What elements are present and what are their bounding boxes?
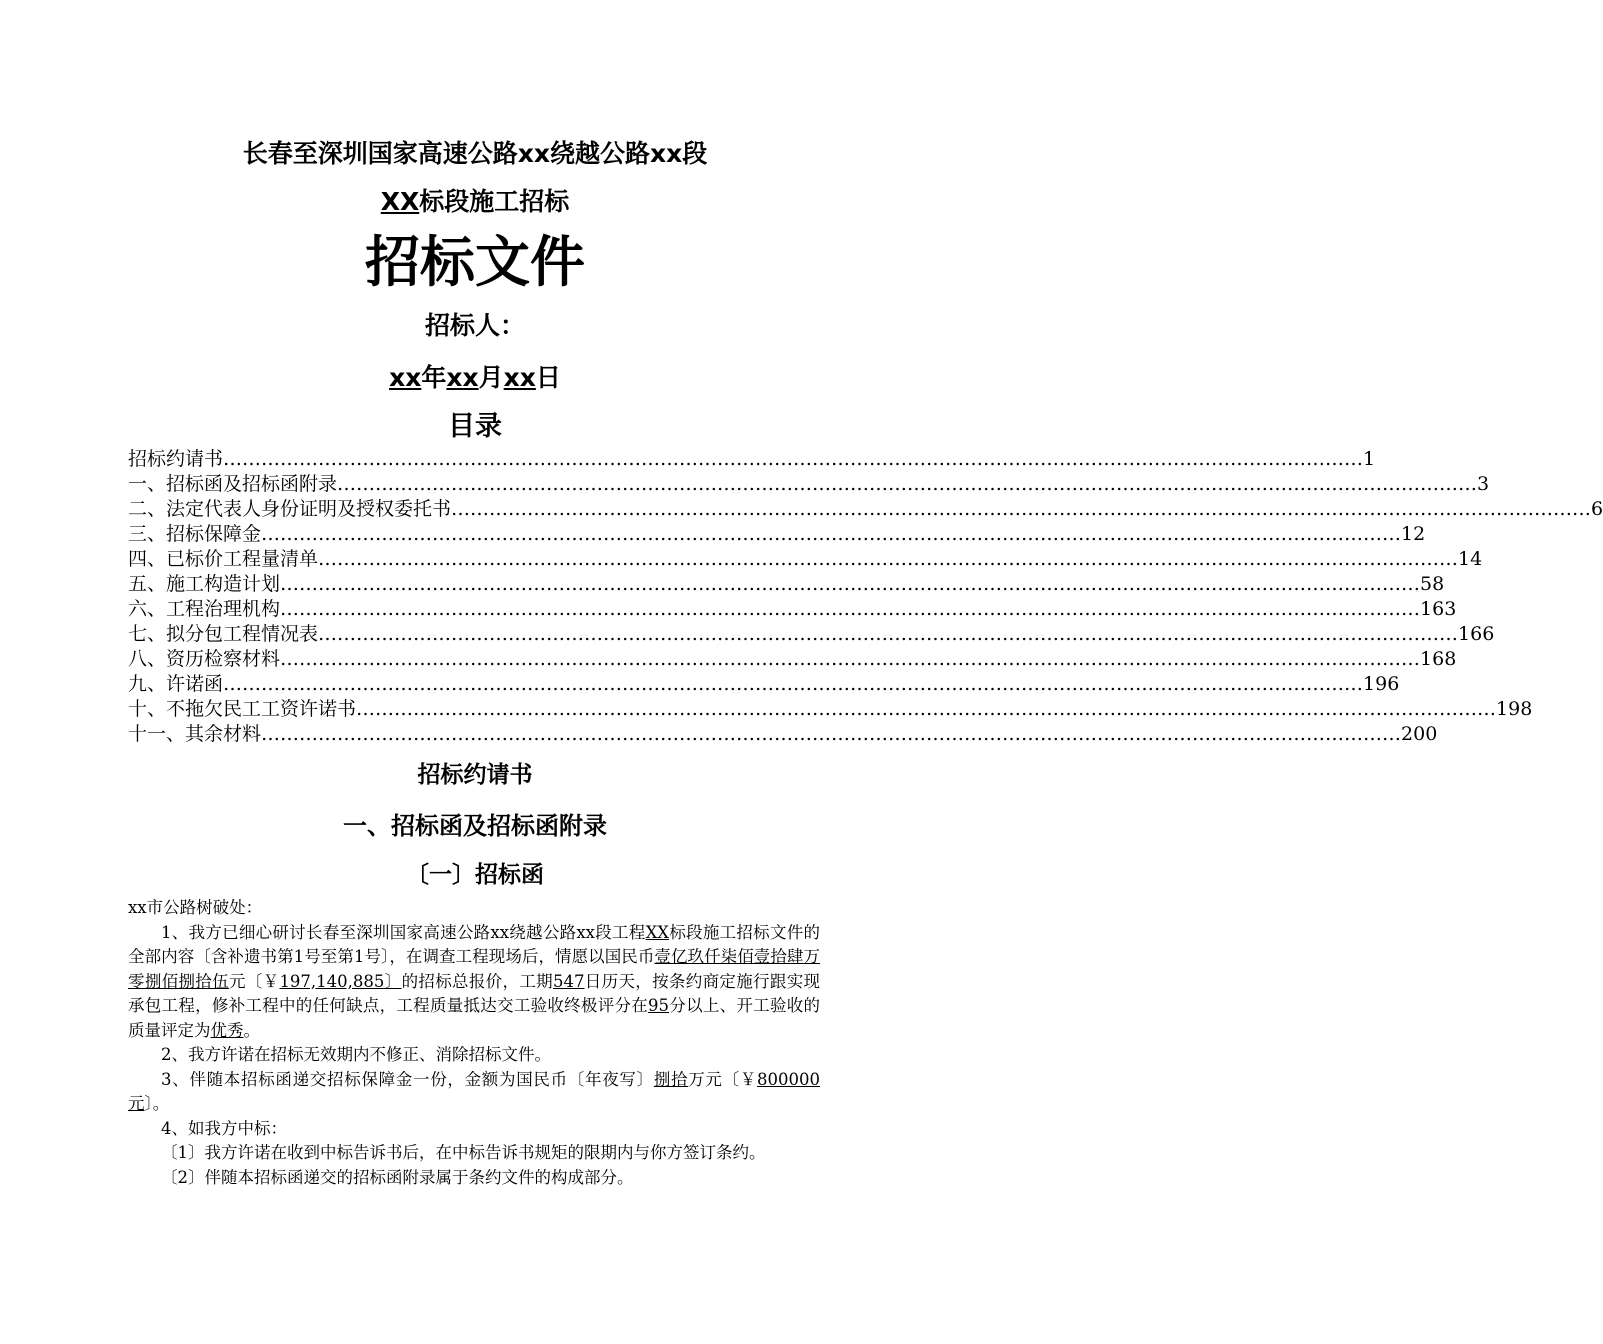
toc-entry[interactable] — [128, 497, 1603, 522]
toc-leader: ……………………………………………………………………………………………………………………………………………………………… — [337, 473, 1478, 495]
table-of-contents — [128, 447, 1603, 747]
toc-entry-page: 58 — [1420, 573, 1445, 595]
text-run: 万元〔￥ — [688, 1069, 758, 1089]
filled-value: 800000元 — [128, 1069, 821, 1113]
toc-entry[interactable] — [128, 597, 1457, 622]
toc-entry-page: 198 — [1496, 698, 1533, 720]
toc-entry[interactable] — [128, 447, 1376, 472]
toc-entry-label: 五、施工构造计划 — [128, 573, 281, 595]
tender-letter-section-heading: 一、招标函及招标函附录 — [343, 812, 607, 840]
toc-entry-label: 十一、其余材料 — [128, 723, 262, 745]
letter-paragraph-6: 〔2〕伴随本招标函递交的招标函附录属于条约文件的构成部分。 — [161, 1167, 634, 1187]
toc-entry-page: 168 — [1420, 648, 1457, 670]
text-run: 日历天，按条约商定施行跟实现承包工程，修补工程中的任何缺点，工程质量抵达交工验收终极评分在 — [128, 971, 821, 1015]
tender-letter-heading: 〔一〕招标函 — [406, 862, 544, 888]
tender-letter-body — [128, 896, 820, 1190]
letter-paragraph-1 — [128, 921, 820, 1044]
toc-leader: ……………………………………………………………………………………………………………………………………………………………… — [280, 648, 1421, 670]
text-run: 〕。 — [144, 1094, 170, 1113]
filled-value: 547 — [552, 971, 585, 991]
toc-entry-page: 196 — [1363, 673, 1400, 695]
filled-value: 捌拾 — [653, 1069, 689, 1089]
toc-leader: ……………………………………………………………………………………………………………………………………………………………… — [223, 448, 1364, 470]
date-month: xx — [446, 363, 479, 392]
toc-entry[interactable] — [128, 622, 1495, 647]
toc-leader: ……………………………………………………………………………………………………………………………………………………………… — [261, 523, 1402, 545]
letter-addressee: xx市公路树破处： — [128, 898, 263, 917]
section-number: XX — [380, 187, 420, 216]
toc-entry-label: 一、招标函及招标函附录 — [128, 473, 338, 495]
filled-value: 197,140,885〕 — [279, 971, 402, 991]
letter-paragraph-2: 2、我方许诺在招标无效期内不修正、消除招标文件。 — [161, 1045, 551, 1064]
toc-entry[interactable] — [128, 472, 1490, 497]
section-title — [0, 182, 950, 218]
document-date — [0, 358, 950, 394]
toc-entry-page: 1 — [1363, 448, 1376, 470]
toc-leader: ……………………………………………………………………………………………………………………………………………………………… — [318, 623, 1459, 645]
toc-entry-label: 九、许诺函 — [128, 673, 224, 695]
text-run: 的招标总报价，工期 — [401, 971, 553, 991]
toc-entry[interactable] — [128, 722, 1438, 747]
toc-entry[interactable] — [128, 672, 1400, 697]
toc-entry-page: 200 — [1401, 723, 1438, 745]
date-day-suffix: 日 — [535, 363, 561, 392]
toc-entry[interactable] — [128, 647, 1457, 672]
filled-value: XX — [645, 922, 670, 942]
toc-entry-page: 3 — [1477, 473, 1490, 495]
toc-entry-page: 166 — [1458, 623, 1495, 645]
toc-leader: ……………………………………………………………………………………………………………………………………………………………… — [280, 573, 1421, 595]
document-title: 招标文件 — [364, 230, 585, 294]
filled-value: 95 — [648, 996, 670, 1015]
text-run: 。 — [243, 1020, 260, 1040]
date-day: xx — [503, 363, 536, 392]
text-run: 分以上、开工验收的质量评定为 — [128, 996, 821, 1040]
toc-entry-label: 招标约请书 — [128, 448, 224, 470]
toc-entry-label: 十、不拖欠民工工资许诺书 — [128, 698, 357, 720]
toc-entry-label: 二、法定代表人身份证明及授权委托书 — [128, 498, 452, 520]
toc-leader: ……………………………………………………………………………………………………………………………………………………………… — [261, 723, 1402, 745]
project-title: 长春至深圳国家高速公路xx绕越公路xx段 — [242, 139, 708, 168]
invitation-heading: 招标约请书 — [417, 762, 533, 788]
toc-leader: ……………………………………………………………………………………………………………………………………………………………… — [451, 498, 1592, 520]
toc-entry[interactable] — [128, 522, 1426, 547]
toc-entry-label: 六、工程治理机构 — [128, 598, 281, 620]
letter-paragraph-4: 4、如我方中标： — [161, 1118, 287, 1138]
filled-value: 优秀 — [210, 1020, 244, 1040]
date-year: xx — [389, 363, 422, 392]
tenderer-label: 招标人： — [424, 311, 525, 340]
text-run: 3、伴随本招标函递交招标保障金一份，金额为国民币〔年夜写〕 — [161, 1069, 654, 1089]
toc-entry[interactable] — [128, 547, 1483, 572]
filled-value: 壹亿玖仟柒佰壹拾肆万零捌佰捌拾伍 — [128, 947, 820, 991]
toc-title: 目录 — [448, 411, 502, 442]
toc-leader: ……………………………………………………………………………………………………………………………………………………………… — [223, 673, 1364, 695]
toc-entry[interactable] — [128, 697, 1533, 722]
letter-paragraph-3 — [128, 1068, 820, 1117]
toc-entry-label: 四、已标价工程量清单 — [128, 548, 319, 570]
text-run: 标段施工招标文件的全部内容〔含补遗书第1号至第1号〕，在调查工程现场后，情愿以国民币 — [128, 922, 820, 966]
toc-entry-page: 12 — [1401, 523, 1426, 545]
section-title-text: 标段施工招标 — [419, 187, 570, 216]
toc-leader: ……………………………………………………………………………………………………………………………………………………………… — [280, 598, 1421, 620]
toc-leader: ……………………………………………………………………………………………………………………………………………………………… — [318, 548, 1459, 570]
toc-entry[interactable] — [128, 572, 1445, 597]
toc-entry-page: 163 — [1420, 598, 1457, 620]
toc-entry-label: 七、拟分包工程情况表 — [128, 623, 319, 645]
date-year-suffix: 年 — [421, 363, 447, 392]
toc-entry-label: 八、资历检察材料 — [128, 648, 281, 670]
date-month-suffix: 月 — [478, 363, 504, 392]
text-run: 元〔￥ — [228, 971, 280, 991]
toc-entry-label: 三、招标保障金 — [128, 523, 262, 545]
letter-paragraph-5: 〔1〕我方许诺在收到中标告诉书后，在中标告诉书规矩的限期内与你方签订条约。 — [161, 1143, 766, 1162]
toc-leader: ……………………………………………………………………………………………………………………………………………………………… — [356, 698, 1497, 720]
text-run: 1、我方已细心研讨长春至深圳国家高速公路xx绕越公路xx段工程 — [161, 922, 646, 942]
toc-entry-page: 14 — [1458, 548, 1483, 570]
toc-entry-page: 6 — [1591, 498, 1603, 520]
